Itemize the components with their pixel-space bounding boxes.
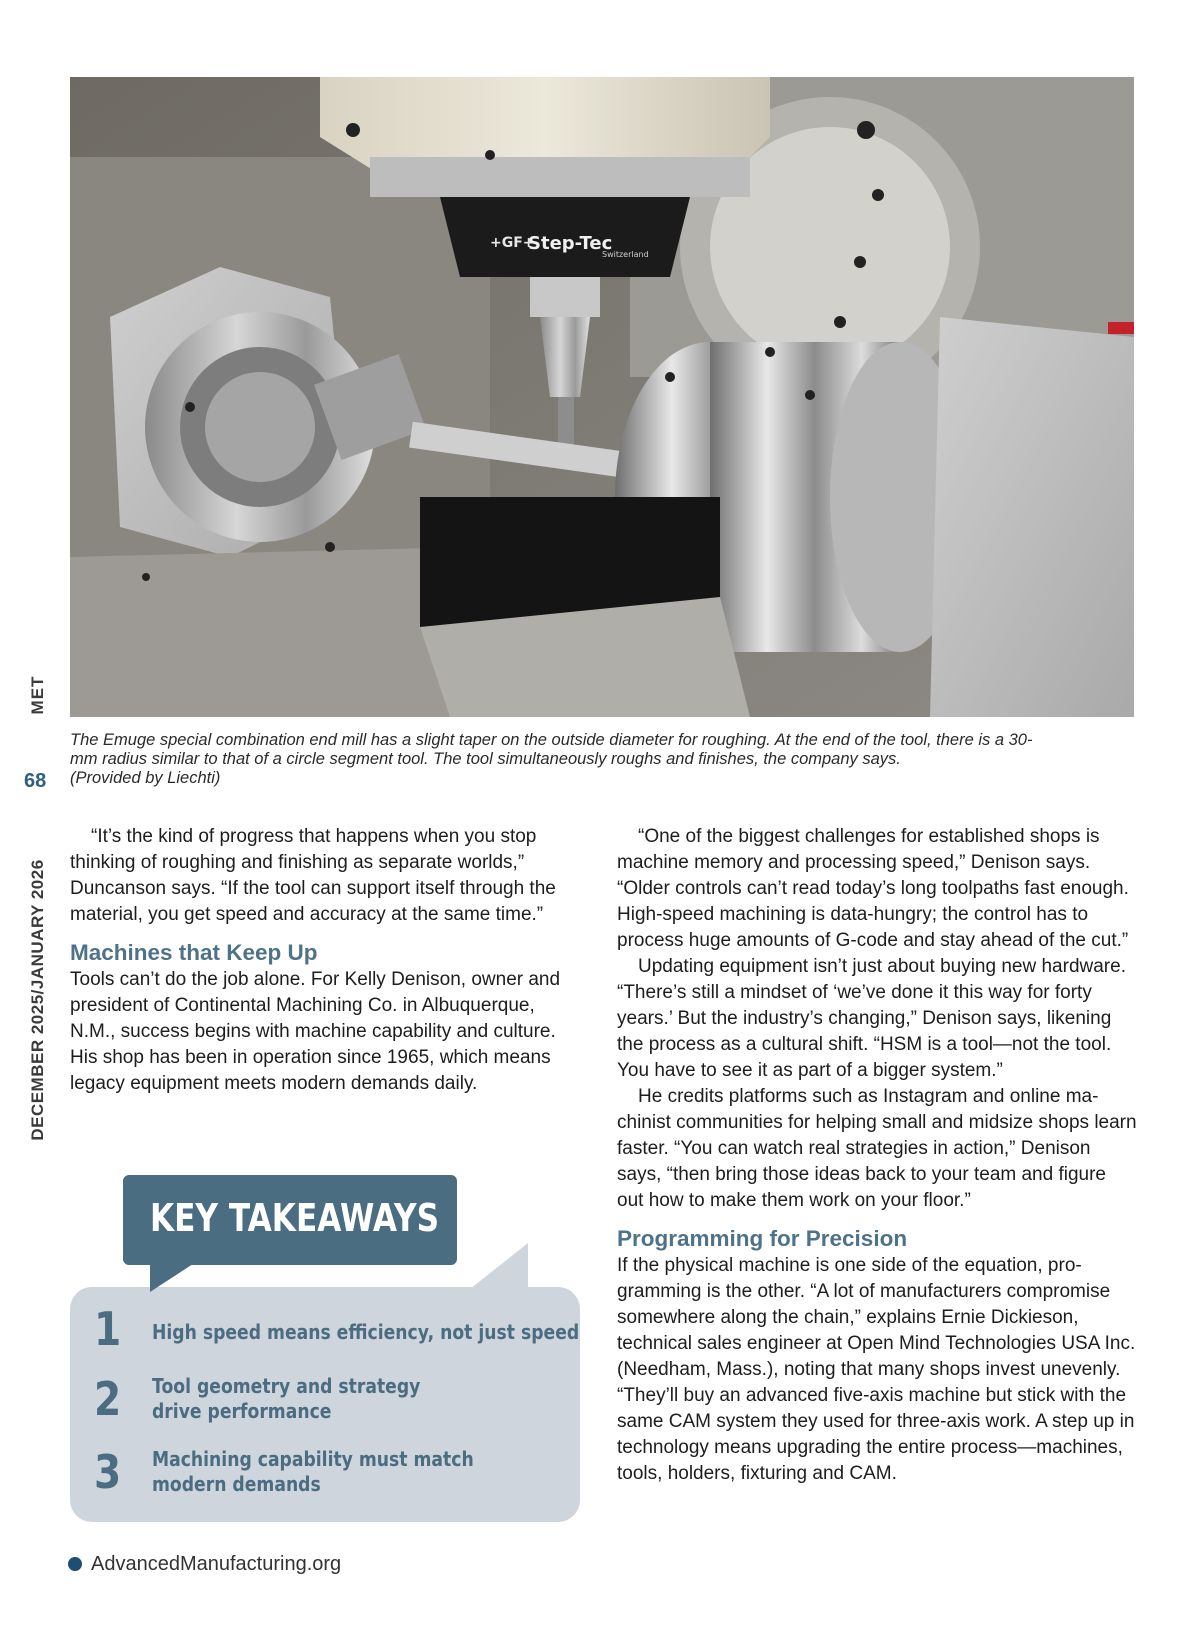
caption-credit: (Provided by Liechti)	[70, 769, 221, 787]
takeaway-text: drive performance	[152, 1399, 332, 1423]
label-tail	[150, 1262, 196, 1292]
paragraph: Updating equipment isn’t just about buying new hardware. “There’s still a mindset of ‘we’ve done it this way for forty years.’ But the industry’s changing,” Denison says, likening the process as a cultural shift. “HSM is a tool—not the tool. You have to see it as part of a bigger system.”	[617, 956, 1126, 1081]
paragraph: He credits platforms such as Instagram and online machinist communities for helping small and midsize shops learn faster. “You can watch real strategies in action,” Denison says, “then bring those ideas back to your team and figure out how to make them work on your floor.”	[617, 1086, 1137, 1211]
photo-caption	[70, 731, 1140, 788]
takeaway-number: 1	[94, 1302, 122, 1356]
paragraph: If the physical machine is one side of the equation, programming is the other. “A lot of manufacturers compromise somewhere along the chain,” explains Ernie Dickieson, technical sales engineer at Open Mind Technologies USA Inc. (Needham, Mass.), noting that many shops invest unevenly. “They’ll buy an advanced five-axis machine but stick with the same CAM system they used for three-axis work. A step up in technology means upgrading the entire process—machines, tools, holders, fixturing and CAM.	[617, 1255, 1136, 1484]
spindle-label: Step-Tec	[528, 233, 613, 254]
paragraph: Tools can’t do the job alone. For Kelly Denison, owner and president of Continental Machining Co. in Albuquerque, N.M., success begins with machine capability and culture. His shop has been in operation since 1965, which means legacy equipment meets modern demands daily.	[70, 969, 561, 1094]
caption-line: The Emuge special combination end mill has a slight taper on the outside diameter for roughing. At the end of the tool, there is a 30-	[70, 731, 1033, 749]
machine-photo	[70, 77, 1134, 717]
takeaway-number: 3	[94, 1445, 122, 1499]
paragraph: “It’s the kind of progress that happens when you stop thinking of roughing and finishing as separate worlds,” Duncanson says. “If the tool can support itself through the material, you get speed and accuracy at the same time.”	[70, 826, 556, 925]
page-number: 68	[24, 770, 47, 792]
globe-icon	[68, 1557, 82, 1571]
machine-photo-illustration	[70, 77, 1134, 717]
takeaway-number: 2	[94, 1372, 122, 1426]
spindle-sublabel: Switzerland	[602, 250, 649, 259]
right-column	[617, 824, 1137, 1487]
footer	[68, 1553, 341, 1576]
takeaway-text: Tool geometry and strategy	[152, 1374, 421, 1398]
section-label: MET	[28, 675, 47, 715]
section-heading: Programming for Precision	[617, 1226, 908, 1251]
left-column	[70, 824, 580, 1097]
issue-date: DECEMBER 2025/JANUARY 2026	[28, 859, 47, 1141]
takeaway-text: Machining capability must match	[152, 1447, 474, 1471]
takeaway-text: High speed means efficiency, not just speed	[152, 1320, 580, 1344]
spindle-brand: +GF+	[490, 235, 535, 251]
speech-notch	[470, 1243, 532, 1289]
key-takeaways-title: KEY TAKEAWAYS	[150, 1196, 440, 1240]
caption-line: mm radius similar to that of a circle segment tool. The tool simultaneously roughs and finishes, the company says.	[70, 750, 901, 768]
paragraph: “One of the biggest challenges for established shops is machine memory and processing speed,” Denison says. “Older controls can’t read today’s long toolpaths fast enough. High-speed machining is data-hungry; the control has to process huge amounts of G-code and stay ahead of the cut.”	[617, 826, 1129, 951]
footer-site[interactable]: AdvancedManufacturing.org	[91, 1553, 342, 1575]
section-heading: Machines that Keep Up	[70, 940, 318, 965]
takeaway-text: modern demands	[152, 1472, 321, 1496]
